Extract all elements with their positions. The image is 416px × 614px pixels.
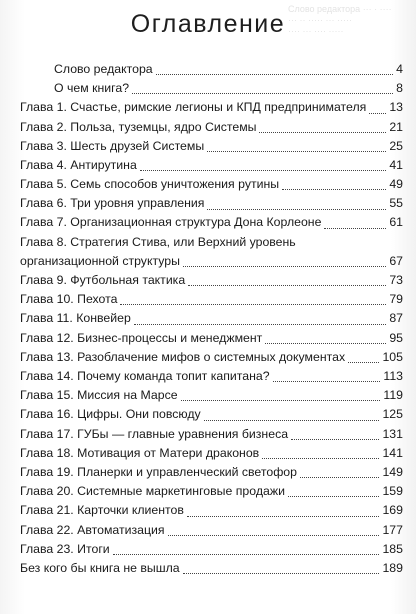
dot-leader	[324, 228, 386, 229]
toc-entry	[20, 118, 404, 137]
toc-entry-title: Глава 11. Конвейер	[20, 311, 131, 326]
toc-entry	[20, 290, 404, 309]
dot-leader	[207, 209, 386, 210]
dot-leader	[156, 74, 394, 75]
toc-entry-title: Глава 15. Миссия на Марсе	[20, 388, 178, 403]
dot-leader	[282, 189, 386, 190]
toc-page-number: 159	[382, 484, 403, 499]
toc-entry-title: Глава 21. Карточки клиентов	[20, 503, 184, 518]
toc-entry	[20, 175, 404, 194]
toc-page-number: 189	[382, 560, 403, 575]
toc-entry-title: Глава 1. Счастье, римские легионы и КПД предпринимателя	[20, 100, 367, 115]
dot-leader	[273, 381, 381, 382]
toc-entry	[20, 405, 404, 424]
dot-leader	[188, 285, 386, 286]
toc-entry	[20, 444, 404, 463]
toc-entry-title: Глава 8. Стратегия Стива, или Верхний уровень	[20, 234, 296, 249]
toc-entry-title: Глава 23. Итоги	[20, 541, 110, 556]
toc-entry-title: Глава 7. Организационная структура Дона Корлеоне	[20, 215, 322, 230]
toc-entry-title: Глава 13. Разоблачение мифов о системных документах	[20, 349, 346, 364]
toc-entry-title: Слово редактора	[54, 61, 153, 76]
toc-entry	[20, 156, 404, 175]
toc-entry	[20, 60, 404, 79]
toc-page-number: 41	[389, 157, 403, 172]
toc-page-number: 21	[389, 119, 403, 134]
toc-entry	[20, 559, 404, 578]
toc-entry-title: Глава 16. Цифры. Они повсюду	[20, 407, 201, 422]
dot-leader	[134, 324, 387, 325]
dot-leader	[120, 304, 386, 305]
toc-entry	[20, 79, 404, 98]
toc-page-number: 25	[389, 138, 403, 153]
toc-entry-title: Глава 5. Семь способов уничтожения рутины	[20, 177, 280, 192]
toc-entry	[20, 482, 404, 501]
toc-page-number: 131	[382, 426, 403, 441]
toc-page-number: 185	[382, 541, 403, 556]
toc-entry-title: Глава 22. Автоматизация	[20, 522, 165, 537]
toc-entry	[20, 463, 404, 482]
dot-leader	[113, 554, 380, 555]
toc-page-number: 4	[396, 61, 403, 76]
dot-leader	[259, 132, 386, 133]
toc-entry-title: Глава 6. Три уровня управления	[20, 196, 205, 211]
toc-entry-title: О чем книга?	[54, 81, 130, 96]
dot-leader	[291, 439, 379, 440]
dot-leader	[187, 516, 380, 517]
dot-leader	[168, 535, 380, 536]
toc-page-number: 119	[383, 388, 403, 403]
toc-entry-title: Глава 9. Футбольная тактика	[20, 273, 186, 288]
toc-page-number: 125	[382, 407, 403, 422]
toc-entry	[20, 329, 404, 348]
toc-entry-title: Глава 2. Польза, туземцы, ядро Системы	[20, 119, 257, 134]
table-of-contents	[20, 60, 404, 578]
toc-page-number: 49	[389, 177, 403, 192]
toc-entry	[20, 233, 404, 271]
toc-page-number: 149	[382, 464, 403, 479]
toc-page-number: 13	[389, 100, 403, 115]
toc-entry-title: Глава 20. Системные маркетинговые продажи	[20, 484, 285, 499]
toc-entry	[20, 425, 404, 444]
toc-entry	[20, 309, 404, 328]
toc-entry-title: Без кого бы книга не вышла	[20, 560, 180, 575]
toc-entry-title: Глава 3. Шесть друзей Системы	[20, 138, 205, 153]
toc-entry-title: Глава 4. Антирутина	[20, 157, 137, 172]
dot-leader	[207, 151, 386, 152]
toc-page-number: 73	[389, 273, 403, 288]
toc-entry-title-cont: организационной структуры	[20, 253, 180, 268]
toc-page-number: 177	[382, 522, 403, 537]
toc-page-number: 79	[389, 292, 403, 307]
toc-entry	[20, 194, 404, 213]
toc-entry	[20, 386, 404, 405]
toc-page-number: 113	[383, 369, 403, 383]
toc-page-number: 95	[389, 330, 403, 345]
toc-entry	[20, 521, 404, 540]
dot-leader	[300, 477, 379, 478]
toc-entry	[20, 348, 404, 367]
toc-page-number: 87	[389, 311, 403, 326]
dot-leader	[369, 113, 386, 114]
bleed-through-text: Слово редактора ··· · ···· ··· ·· ····· ··· ····· ···· ··· ···· ·····	[288, 4, 392, 36]
dot-leader	[140, 170, 387, 171]
dot-leader	[183, 573, 380, 574]
toc-entry-title: Глава 14. Почему команда топит капитана?	[20, 369, 270, 383]
toc-entry	[20, 540, 404, 559]
dot-leader	[262, 458, 379, 459]
dot-leader	[288, 496, 380, 497]
toc-entry-title: Глава 18. Мотивация от Матери драконов	[20, 445, 260, 460]
dot-leader	[265, 343, 386, 344]
toc-entry	[20, 367, 404, 386]
toc-page-number: 61	[389, 215, 403, 230]
dot-leader	[181, 400, 381, 401]
toc-entry	[20, 214, 404, 233]
toc-page-number: 141	[382, 445, 403, 460]
toc-page-number: 105	[382, 349, 403, 364]
toc-page-number: 169	[382, 503, 403, 518]
toc-entry	[20, 271, 404, 290]
toc-entry-title: Глава 19. Планерки и управленческий светофор	[20, 464, 297, 479]
toc-entry-title: Глава 10. Пехота	[20, 292, 118, 307]
toc-entry-title: Глава 17. ГУБы — главные уравнения бизнеса	[20, 426, 289, 441]
dot-leader	[204, 420, 380, 421]
toc-entry	[20, 137, 404, 156]
toc-page-number: 55	[389, 196, 403, 211]
toc-page-number: 67	[389, 253, 403, 268]
dot-leader	[132, 93, 393, 94]
page-title: Оглавление	[130, 10, 286, 38]
dot-leader	[348, 362, 379, 363]
toc-entry-title: Глава 12. Бизнес-процессы и менеджмент	[20, 330, 263, 345]
toc-entry	[20, 501, 404, 520]
dot-leader	[183, 266, 386, 267]
toc-page-number: 8	[396, 81, 403, 96]
toc-entry	[20, 98, 404, 117]
